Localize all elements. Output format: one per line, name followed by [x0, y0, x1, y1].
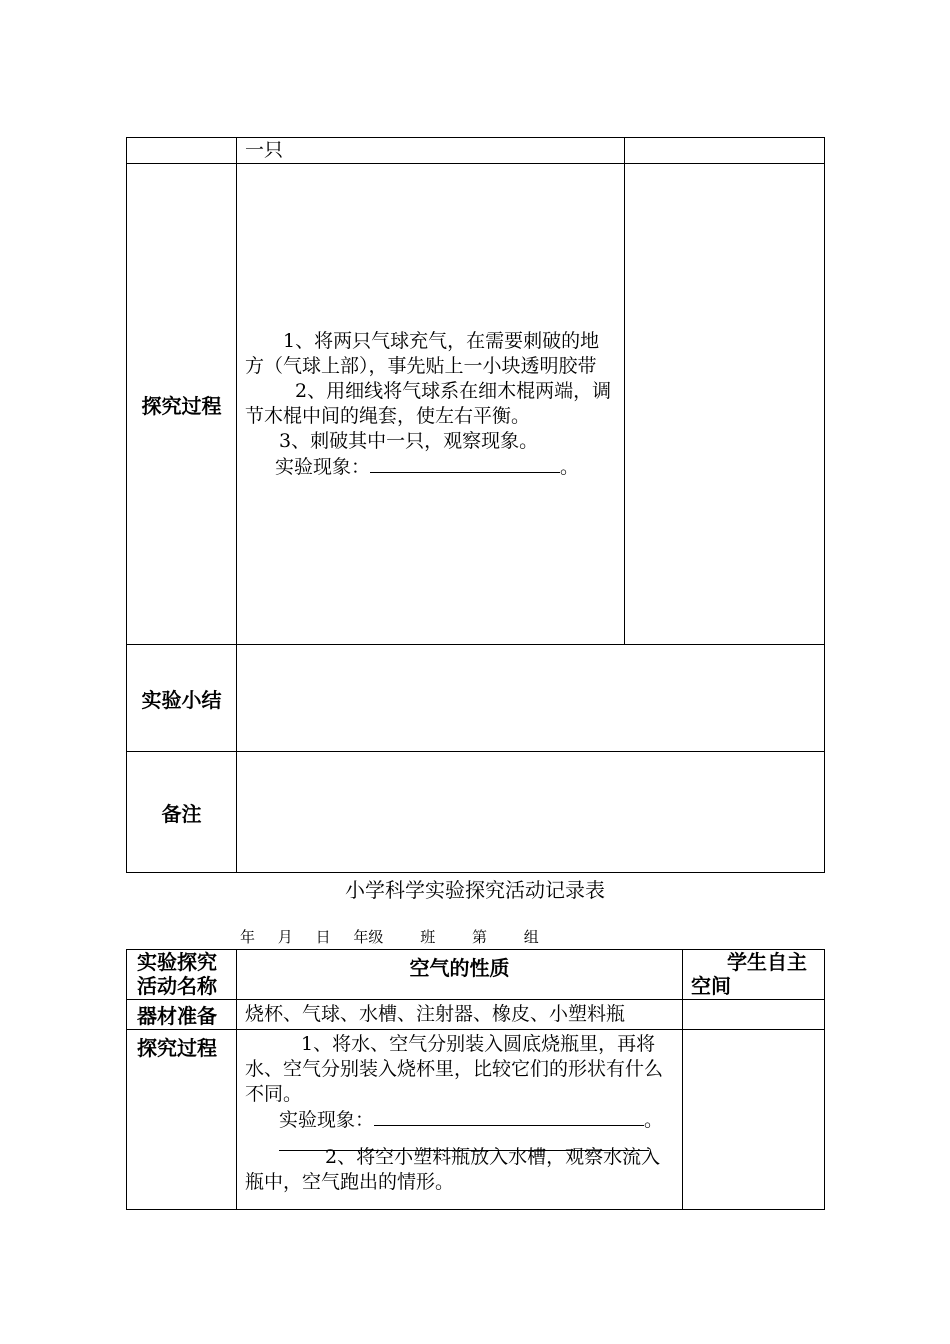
activity-name-label: 实验探究活动名称	[127, 950, 237, 1000]
table-row	[127, 164, 825, 645]
record-table-continued	[126, 137, 825, 873]
table-cell	[625, 164, 825, 645]
process-label-2: 探究过程	[127, 1030, 237, 1210]
observation-line	[245, 1107, 674, 1133]
observation-label: 实验现象：	[279, 1109, 375, 1131]
step-3: 3、刺破其中一只，观察现象。	[279, 429, 539, 452]
day-label: 日	[315, 928, 331, 946]
nth-label: 第	[471, 928, 487, 946]
summary-label: 实验小结	[127, 645, 237, 752]
process-content	[237, 164, 625, 645]
equipment-value: 烧杯、气球、水槽、注射器、橡皮、小塑料瓶	[237, 1000, 683, 1030]
observation-end: 。	[560, 455, 580, 478]
observation-blank	[370, 454, 560, 473]
table-row	[127, 138, 825, 164]
month-label: 月	[277, 928, 293, 946]
class-label: 班	[420, 928, 436, 946]
grade-label: 年级	[353, 928, 384, 946]
step-1: 1、将水、空气分别装入圆底烧瓶里，再将水、空气分别装入烧杯里，比较它们的形状有什么不同。	[245, 1033, 664, 1105]
observation-label: 实验现象：	[275, 455, 371, 478]
observation-second-line	[245, 1133, 674, 1145]
notes-label: 备注	[127, 752, 237, 873]
table-row	[127, 645, 825, 752]
process-content-2	[237, 1030, 683, 1210]
equipment-continuation: 一只	[237, 138, 625, 164]
process-label: 探究过程	[127, 164, 237, 645]
group-label: 组	[523, 928, 539, 946]
observation-end: 。	[644, 1109, 664, 1131]
year-label: 年	[240, 928, 256, 946]
step-2: 2、将空小塑料瓶放入水槽，观察水流入瓶中，空气跑出的情形。	[245, 1146, 661, 1193]
observation-line	[245, 454, 616, 480]
table-cell	[127, 138, 237, 164]
table-cell	[683, 1030, 825, 1210]
table-cell	[683, 1000, 825, 1030]
table-row	[127, 950, 825, 1000]
form-title: 小学科学实验探究活动记录表	[345, 878, 605, 902]
table-row	[127, 752, 825, 873]
notes-content	[237, 752, 825, 873]
student-space-label: 学生自主空间	[683, 950, 825, 1000]
summary-content	[237, 645, 825, 752]
equipment-label: 器材准备	[127, 1000, 237, 1030]
step-2: 2、用细线将气球系在细木棍两端，调节木棍中间的绳套，使左右平衡。	[245, 379, 612, 427]
activity-name-value: 空气的性质	[237, 950, 683, 1000]
record-table	[126, 949, 825, 1210]
table-cell	[625, 138, 825, 164]
table-row	[127, 1030, 825, 1210]
date-line	[240, 926, 557, 947]
observation-blank	[374, 1107, 644, 1126]
step-1: 1、将两只气球充气，在需要刺破的地方（气球上部），事先贴上一小块透明胶带	[245, 329, 600, 377]
table-row	[127, 1000, 825, 1030]
